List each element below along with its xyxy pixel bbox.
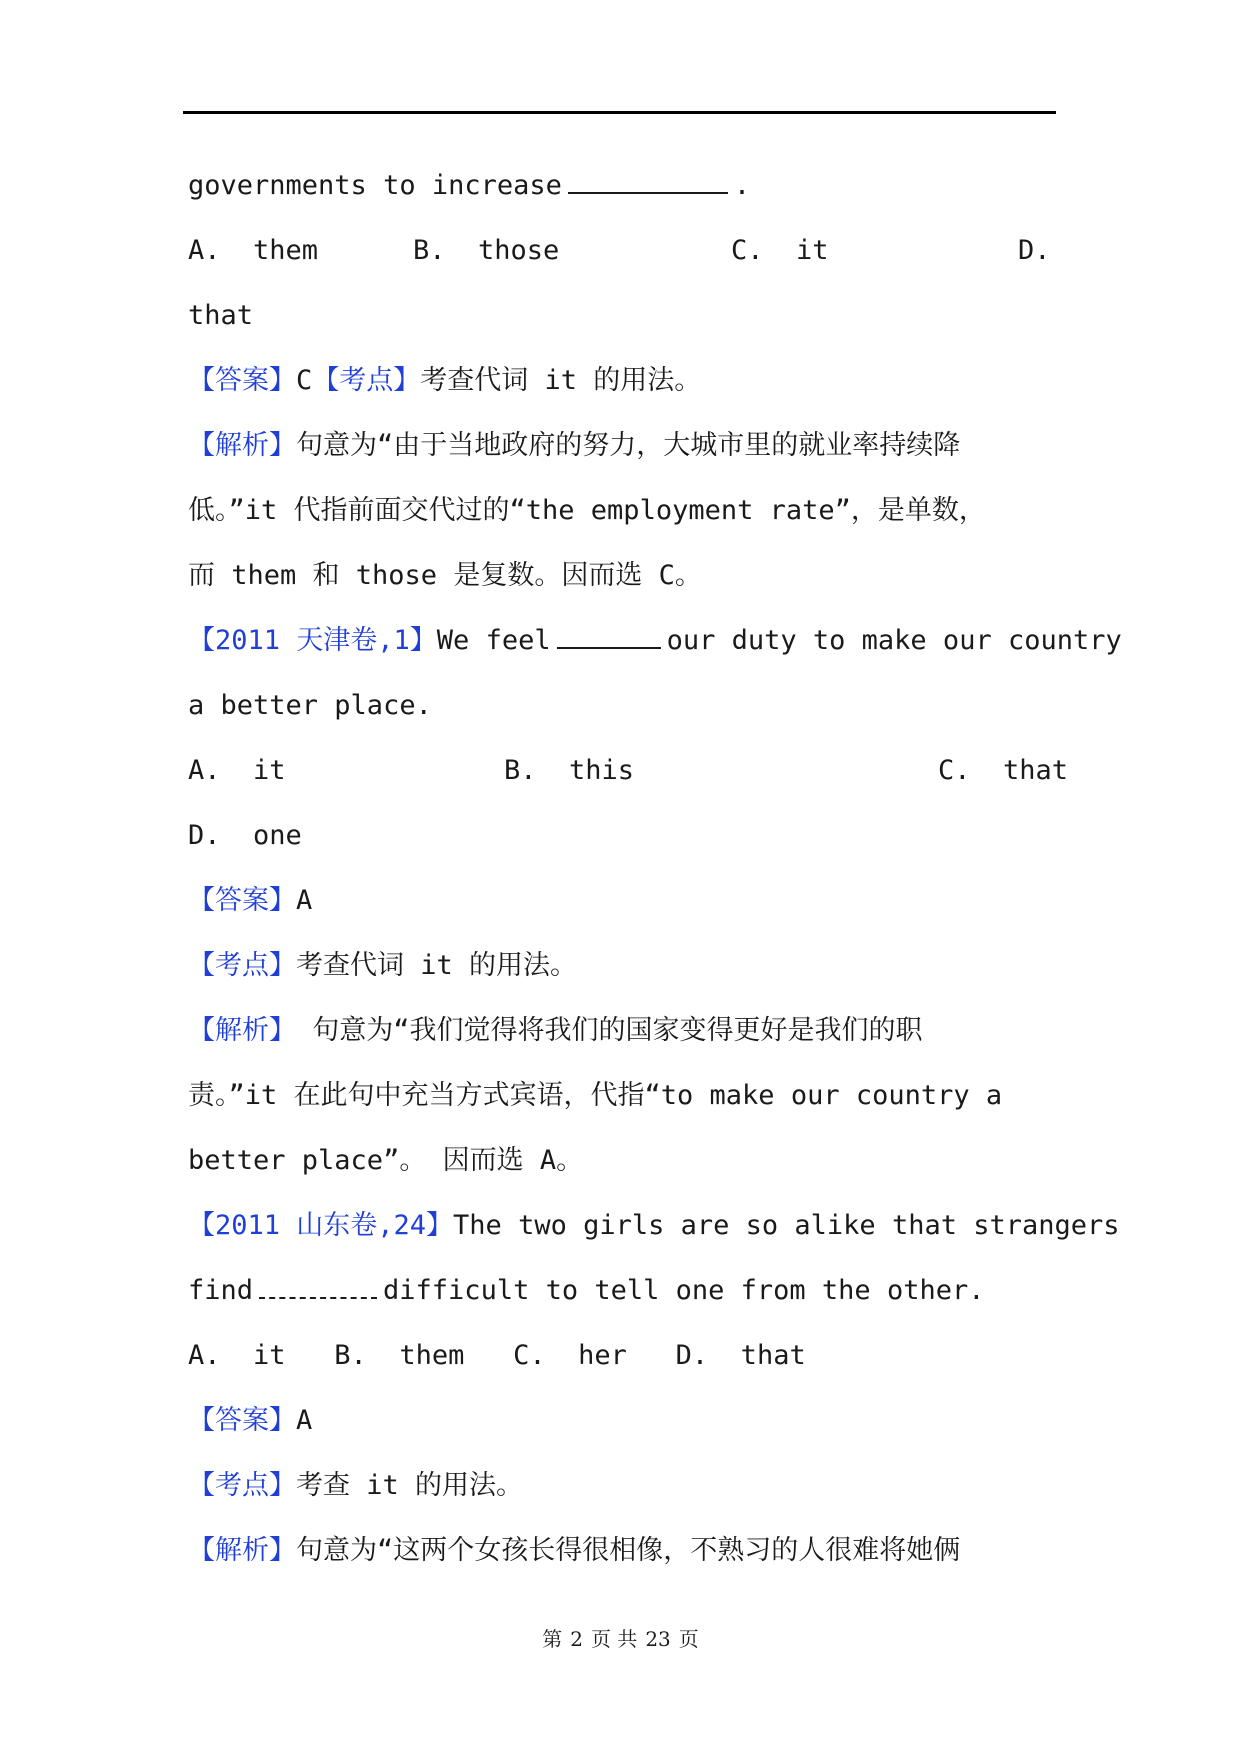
analysis-text: 责。”it 在此句中充当方式宾语，代指“to make our country a [188, 1080, 1003, 1111]
analysis-text: 低。”it 代指前面交代过的“the employment rate”，是单数， [188, 495, 986, 526]
document-body [188, 160, 1122, 1590]
answer-value: A [296, 885, 313, 916]
footer-label: 页 [678, 1627, 699, 1651]
analysis-line [188, 1525, 1118, 1590]
question-source-tag: 【2011 山东卷,24】 [188, 1210, 454, 1241]
option-c: C. it [731, 235, 829, 266]
question-stem-line [188, 680, 1118, 745]
analysis-text: better place”。 因而选 A。 [188, 1145, 584, 1176]
answer-blank [568, 162, 728, 194]
answer-tag: 【答案】 [188, 885, 296, 916]
question-stem-end: . [733, 170, 751, 201]
header-rule [183, 111, 1056, 114]
answer-value: C [296, 365, 313, 396]
footer-label: 第 [542, 1627, 563, 1651]
question-stem-text: The two girls are so alike that strangers [453, 1210, 1120, 1241]
answer-tag: 【答案】 [188, 365, 296, 396]
analysis-line [188, 1005, 1118, 1070]
analysis-line [188, 1070, 1118, 1135]
options-line [188, 225, 1118, 290]
point-tag: 【考点】 [188, 950, 296, 981]
question-stem-text: a better place. [188, 690, 432, 721]
option-a: A. them [188, 235, 319, 266]
option-wrap-line [188, 290, 1118, 355]
options-text: A. it B. them C. her D. that [188, 1340, 806, 1371]
analysis-line [188, 420, 1118, 485]
question-stem-text: difficult to tell one from the other. [383, 1275, 985, 1306]
question-stem-line [188, 1265, 1118, 1330]
answer-line [188, 1395, 1118, 1460]
analysis-line [188, 550, 1118, 615]
answer-tag: 【答案】 [188, 1405, 296, 1436]
analysis-line [188, 1135, 1118, 1200]
options-line [188, 745, 1118, 810]
question-stem-text: governments to increase [188, 170, 562, 201]
question-stem-line [188, 615, 1122, 680]
analysis-text: 句意为“这两个女孩长得很相像，不熟习的人很难将她俩 [296, 1535, 961, 1566]
point-text: 考查 it 的用法。 [296, 1470, 524, 1501]
footer-label: 页 共 [590, 1627, 638, 1651]
answer-value: A [296, 1405, 313, 1436]
point-text: 考查代词 it 的用法。 [296, 950, 578, 981]
point-text: 考查代词 it 的用法。 [420, 365, 702, 396]
analysis-tag: 【解析】 [188, 430, 296, 461]
option-a: A. it [188, 755, 286, 786]
page-footer [0, 1623, 1241, 1652]
answer-blank [259, 1267, 377, 1299]
question-stem-text: We feel [436, 625, 551, 656]
option-d: D. one [188, 820, 302, 851]
point-tag: 【考点】 [188, 1470, 296, 1501]
analysis-line [188, 485, 1118, 550]
point-line [188, 940, 1118, 1005]
question-stem-text: our duty to make our country [666, 625, 1122, 656]
analysis-text: 句意为“由于当地政府的努力，大城市里的就业率持续降 [296, 430, 961, 461]
page-number: 2 [570, 1627, 583, 1651]
analysis-tag: 【解析】 [188, 1015, 296, 1046]
question-stem-text: find [188, 1275, 254, 1306]
option-c: C. that [938, 755, 1069, 786]
answer-line [188, 875, 1118, 940]
question-stem-line [188, 160, 1118, 225]
page-total: 23 [645, 1627, 671, 1651]
option-wrap-line [188, 810, 1118, 875]
option-d: D. [1018, 235, 1051, 266]
answer-line [188, 355, 1118, 420]
point-tag: 【考点】 [312, 365, 421, 396]
option-d-text: that [188, 300, 254, 331]
options-line [188, 1330, 1118, 1395]
option-b: B. those [413, 235, 560, 266]
analysis-text: 句意为“我们觉得将我们的国家变得更好是我们的职 [296, 1015, 923, 1046]
question-stem-line [188, 1200, 1118, 1265]
answer-blank [557, 617, 661, 649]
analysis-text: 而 them 和 those 是复数。因而选 C。 [188, 560, 702, 591]
point-line [188, 1460, 1118, 1525]
question-source-tag: 【2011 天津卷,1】 [188, 625, 437, 656]
analysis-tag: 【解析】 [188, 1535, 296, 1566]
option-b: B. this [504, 755, 635, 786]
